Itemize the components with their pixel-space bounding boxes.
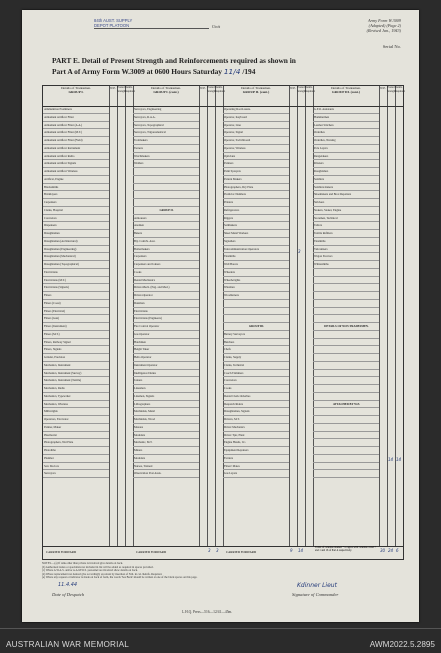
trade-row: Mechanics, Instrument (Survey): [43, 370, 109, 378]
trade-row: Printers: [223, 199, 289, 207]
trade-row: Dispensers: [43, 222, 109, 230]
archive-id: AWM2022.5.2895: [369, 640, 435, 649]
trade-row: Pole Layers: [313, 145, 379, 153]
trade-row: Mechanic, M.T.: [133, 439, 199, 447]
trade-row: Surveyors: [43, 470, 109, 478]
trade-row: Storemen, Technical: [313, 215, 379, 223]
trade-row: Mechanics, Typewriter: [43, 393, 109, 401]
trade-row: [313, 432, 379, 440]
trade-row: Opticians: [223, 153, 289, 161]
handwritten-entry: 14: [298, 548, 304, 553]
trade-row: [133, 184, 199, 192]
trade-row: Orderlies: [313, 129, 379, 137]
trade-row: Despatch Riders: [223, 401, 289, 409]
form-ref-line: (Revised Jan., 1943): [366, 28, 401, 33]
trade-row: Dustmen: [133, 300, 199, 308]
col3-rows: [223, 106, 289, 478]
trade-row: Miners: [133, 447, 199, 455]
trade-row: [223, 308, 289, 316]
trade-row: [313, 292, 379, 300]
trade-row: Surveyors, Trigonometrical: [133, 129, 199, 137]
trade-row: [313, 455, 379, 463]
trade-row: Orderlies, Nursing: [313, 137, 379, 145]
trade-row: Moulders: [133, 455, 199, 463]
trade-row: [313, 447, 379, 455]
col2-rows: [133, 106, 199, 478]
group-heading: GROUP III.: [223, 323, 289, 331]
commander-signature: Kdinner Lieut: [297, 582, 337, 589]
trade-row: Fitters, Signals: [43, 346, 109, 354]
unit-stamp: [94, 18, 214, 28]
trade-row: Turners: [133, 145, 199, 153]
trade-row: [313, 463, 379, 471]
trade-row: Machinists, Metal: [133, 408, 199, 416]
trade-row: Armament Artificer Signals: [43, 160, 109, 168]
trade-row: Farriers: [223, 455, 289, 463]
title-text: Part A of Army Form W.3009 at 0600 Hours Saturday: [52, 67, 222, 76]
trade-row: Linesmen: [133, 385, 199, 393]
trade-row: Armament Artificer Fitter (Field): [43, 137, 109, 145]
trade-row: Operator, Line: [223, 122, 289, 130]
form-sheet: [22, 10, 419, 622]
trade-row: Height Taker: [133, 346, 199, 354]
trade-row: Cooks: [223, 385, 289, 393]
note-line: (b) Authorised trades or specialists not included in list will be added as required in spaces provided.: [42, 565, 154, 569]
trade-row: Draughtsmen (Topographical): [43, 261, 109, 269]
trade-row: Armament Artificer Radio: [43, 153, 109, 161]
trade-row: Fire Control Operator: [133, 323, 199, 331]
trade-row: Boilermakers: [133, 246, 199, 254]
trade-row: Sailmakers: [223, 222, 289, 230]
trade-row: Riveters: [313, 160, 379, 168]
press-imprint: L.H.Q. Press—516—12/41—45m.: [182, 610, 233, 614]
trade-row: Tinsmiths: [223, 253, 289, 261]
trade-row: [313, 362, 379, 370]
trade-row: [313, 315, 379, 323]
trade-row: Riggers: [223, 215, 289, 223]
col-details-2: [133, 86, 200, 546]
trade-row: Rangetakers: [313, 153, 379, 161]
col-posted: Posted Strength.: [297, 86, 306, 546]
trade-row: [313, 470, 379, 478]
trade-row: Gas Layers: [223, 470, 289, 478]
unit-label: Unit: [212, 24, 221, 29]
trade-row: Mechanics, Instrument: [43, 362, 109, 370]
trade-row: [313, 308, 379, 316]
handwritten-entry: 30: [380, 548, 386, 553]
trade-row: Plumber: [43, 455, 109, 463]
trade-row: Drivers, M.T.: [223, 416, 289, 424]
despatch-date-value: 11.4.44: [58, 582, 78, 588]
trade-row: Roughriders: [313, 168, 379, 176]
trade-row: Concretors: [43, 215, 109, 223]
trade-row: Tailors: [313, 222, 379, 230]
trade-row: Watchmakers: [133, 153, 199, 161]
trade-row: Fitters, Railway Signal: [43, 339, 109, 347]
trade-row: Blacksmiths: [43, 184, 109, 192]
trade-row: Equipment Repairers: [223, 447, 289, 455]
trade-row: Toolmakers: [133, 137, 199, 145]
carried-label: CARRIED FORWARD: [226, 550, 257, 554]
trade-row: Hammermen: [313, 114, 379, 122]
trade-row: Welders: [133, 160, 199, 168]
trade-row: Coach Trimmers: [223, 370, 289, 378]
trade-row: Painters: [223, 160, 289, 168]
trade-row: Refrigerators: [223, 207, 289, 215]
trade-row: [133, 191, 199, 199]
unit-underline: [94, 28, 209, 29]
trade-row: Dental Clerk Orderlies: [223, 393, 289, 401]
trade-row: Electricians (Signals): [43, 284, 109, 292]
trade-row: Signallers: [223, 238, 289, 246]
serial-number-label: Serial No.: [382, 44, 401, 49]
trade-row: [223, 315, 289, 323]
trade-row: Electricians (M.T.): [43, 277, 109, 285]
trade-row: Operators, Excavator: [43, 416, 109, 424]
trade-row: Painter, Maker: [43, 424, 109, 432]
form-ref-line: Army Form W.3009: [368, 18, 401, 23]
trade-row: Woodturners: [223, 292, 289, 300]
trade-row: Driver-Mech. (Eng. and Med.): [133, 284, 199, 292]
trade-row: Surveyors, Engineering: [133, 106, 199, 114]
trade-row: Linemen, Signals: [133, 393, 199, 401]
form-ref-line: (Adapted) (Page 2): [368, 23, 401, 28]
totals-note: Totals of columns marked * to agree with columns 4 and 7 and 1 and 16 of Part A respectively.: [315, 546, 376, 552]
trade-row: Saddlers: [313, 176, 379, 184]
trade-row: Fitters (Electrical): [43, 308, 109, 316]
trade-row: Wagon Erectors: [313, 253, 379, 261]
trade-row: Moulders: [133, 432, 199, 440]
trade-row: [313, 377, 379, 385]
trade-row: Engine Hands, I.C.: [223, 439, 289, 447]
trade-row: Bakers: [133, 230, 199, 238]
trade-row: Armament Artificer Instrument: [43, 145, 109, 153]
trade-row: Carpenters: [133, 253, 199, 261]
trade-row: Nurses, Trained: [133, 463, 199, 471]
trade-row: Textile Refitters: [313, 230, 379, 238]
trade-row: Vulcanizers: [313, 246, 379, 254]
trade-row: [313, 339, 379, 347]
trade-row: Tinsmiths: [313, 238, 379, 246]
trade-row: Predictor Numbers: [223, 191, 289, 199]
col-reinfs: Reinfs. Required.: [395, 86, 403, 546]
trade-row: Draughtsmen: [43, 230, 109, 238]
col-header: Details of Tradesmen. GROUP II. (cont.): [223, 86, 289, 107]
col-posted: Posted Strength.: [207, 86, 216, 546]
trade-row: Observation Post Assts.: [133, 470, 199, 478]
trade-row: Mechanics, Instrument (Textile): [43, 377, 109, 385]
col-details-1: [43, 86, 110, 546]
trade-row: Fitters (Instrument): [43, 323, 109, 331]
trade-row: [313, 354, 379, 362]
trade-row: Armament Artificer Wireless: [43, 168, 109, 176]
trade-row: Driver Tptr, Plant: [223, 432, 289, 440]
col-we: W.E.: [199, 86, 208, 546]
col1-rows: [43, 106, 109, 478]
trade-row: Mechanics, Radio: [43, 385, 109, 393]
tradesmen-table: [42, 85, 404, 547]
group-heading: GROUP II.: [133, 207, 199, 215]
trade-row: [133, 176, 199, 184]
trade-row: Helio Operator: [133, 354, 199, 362]
trade-row: [313, 269, 379, 277]
trade-row: Leather Stitchers: [313, 122, 379, 130]
trade-row: Joiners: [133, 377, 199, 385]
trade-row: Saw Doctors: [43, 463, 109, 471]
col-reinfs: Reinfs. Required.: [305, 86, 314, 546]
trade-row: Electricians: [133, 308, 199, 316]
form-reference: [367, 18, 401, 33]
trade-row: Electricians (Engineers): [133, 315, 199, 323]
trade-row: G.P.O. Assistants: [313, 106, 379, 114]
trade-row: Fitters' Mates: [223, 463, 289, 471]
trade-row: Draughtsmen (Architectural): [43, 238, 109, 246]
handwritten-entry: 24: [388, 548, 394, 553]
col-header: Details of Tradesmen. GROUP III. (cont.): [313, 86, 379, 107]
carried-label: CARRIED FORWARD: [46, 550, 77, 554]
trade-row: Shoemakers and Boot Repairers: [313, 191, 379, 199]
trade-row: Instrument Operator: [133, 362, 199, 370]
trade-row: [313, 385, 379, 393]
trade-row: Stokers, Stoker, Engine: [313, 207, 379, 215]
carried-label: CARRIED FORWARD: [136, 550, 167, 554]
trade-row: Gas Operator: [133, 331, 199, 339]
handwritten-entry: 3: [208, 548, 211, 553]
trade-row: [313, 370, 379, 378]
col-posted: Posted Strength.: [117, 86, 126, 546]
trade-row: Operator, Switchboard: [223, 137, 289, 145]
trade-row: Wiremen: [223, 284, 289, 292]
trade-row: Saddlers makers: [313, 184, 379, 192]
trade-row: Fitters (Gun): [43, 315, 109, 323]
trade-row: Fitters (M.T.): [43, 331, 109, 339]
trade-row: [133, 168, 199, 176]
carried-forward-row: [42, 545, 404, 560]
trade-row: Masons: [133, 424, 199, 432]
trade-row: Wheelwrights: [223, 277, 289, 285]
archive-caption: AUSTRALIAN WAR MEMORIAL: [6, 640, 130, 649]
trade-row: [313, 393, 379, 401]
trade-row: Hatchmen: [133, 339, 199, 347]
trade-row: Carpenters and Joiners: [133, 261, 199, 269]
trade-row: Draughtsmen (Engineering): [43, 246, 109, 254]
trade-row: Fitters: [43, 292, 109, 300]
unit-line-2: DEPOT PLATOON: [94, 23, 130, 28]
trade-row: Wall Borers: [223, 261, 289, 269]
col-we: W.E.: [289, 86, 298, 546]
trade-row: Bty. Comd's. Asst.: [133, 238, 199, 246]
trade-row: Whitesmiths: [313, 261, 379, 269]
trade-row: Sheet Metal Workers: [223, 230, 289, 238]
trade-row: Mechanics, Wireless: [43, 401, 109, 409]
trade-row: Chefs: [223, 346, 289, 354]
trade-row: Photolitho: [43, 447, 109, 455]
trade-row: Clerks, Hospital: [43, 207, 109, 215]
trade-row: Fitters (Coast): [43, 300, 109, 308]
trade-row: Operator, Wireless: [223, 145, 289, 153]
trade-row: [313, 346, 379, 354]
trade-row: [313, 408, 379, 416]
trade-row: Clerks, Technical: [223, 362, 289, 370]
form-notes: [42, 562, 402, 580]
trade-row: Draughtsmen, Signals: [223, 408, 289, 416]
group-heading: DETAILS OF NON-TRADESMEN.: [313, 323, 379, 331]
handwritten-entry: 3: [298, 249, 301, 254]
trade-row: Armament Artificer Fitter: [43, 114, 109, 122]
group-heading: ATTACHED BY W.E.: [313, 401, 379, 409]
trade-row: Lithographers: [133, 401, 199, 409]
handwritten-entry: 14: [388, 457, 394, 462]
trade-row: Wheelers: [223, 269, 289, 277]
handwritten-entry: 3: [216, 548, 219, 553]
handwritten-entry: 6: [396, 548, 399, 553]
trade-row: [223, 300, 289, 308]
trade-row: Axemen: [133, 222, 199, 230]
col-reinfs: Reinfs. Required.: [215, 86, 224, 546]
trade-row: Butchers: [223, 339, 289, 347]
trade-row: Draughtsmen (Mechanical): [43, 253, 109, 261]
trade-row: Millwrights: [43, 408, 109, 416]
note-line: (c) Where A.W.A.S. and/or A.A.M.W.S. personnel are involved show details on back.: [42, 569, 138, 572]
trade-row: [313, 284, 379, 292]
trade-row: Surveyors, R.A.A.: [133, 114, 199, 122]
trade-row: [313, 331, 379, 339]
trade-row: Pharmacist: [43, 432, 109, 440]
col-we: W.E.: [109, 86, 118, 546]
trade-row: Cooks: [133, 269, 199, 277]
trade-row: Carpenters: [43, 199, 109, 207]
part-e-title: PART E. Detail of Present Strength and Reinforcements required as shown in: [52, 56, 296, 65]
trade-row: Intelligence Duties: [133, 370, 199, 378]
trade-row: [313, 424, 379, 432]
trade-row: [313, 300, 379, 308]
col-posted: Posted Strength.: [387, 86, 396, 546]
trade-row: Dental Mechanics: [133, 277, 199, 285]
trade-row: Ammunition Examiners: [43, 106, 109, 114]
trade-row: Surveyors, Topographical: [133, 122, 199, 130]
col-reinfs: Reinfs. Required.: [125, 86, 134, 546]
trade-row: Armourers: [133, 215, 199, 223]
trade-row: Photographers, Dry Plate: [223, 184, 289, 192]
trade-row: Grinder, Precision: [43, 354, 109, 362]
despatch-date-label: Date of Despatch: [52, 592, 85, 597]
trade-row: Bricklayers: [43, 191, 109, 199]
trade-row: Operator, Signal: [223, 129, 289, 137]
trade-row: Armament Artificer Fitter (M.T.): [43, 129, 109, 137]
trade-row: Artificer, Engine: [43, 176, 109, 184]
col-we: W.E.: [379, 86, 388, 546]
unit-line-1: 84th AUST. SUPPLY: [94, 18, 133, 23]
trade-row: [133, 199, 199, 207]
note-line: (d) Where replacement not desired give accordingly on return by insertion of N.R. in col. Reinfs. Required.: [42, 572, 163, 576]
col-details-4: [313, 86, 380, 546]
trade-row: Operating Room Assts.: [223, 106, 289, 114]
trade-row: Driver Mechanics: [223, 424, 289, 432]
col4-rows: [313, 106, 379, 478]
title-year: /194: [242, 67, 256, 76]
trade-row: Driver-Operator: [133, 292, 199, 300]
trade-row: Operator, Keyboard: [223, 114, 289, 122]
trade-row: [313, 277, 379, 285]
col-header: Details of Tradesmen. GROUP I.: [43, 86, 109, 107]
trade-row: Clerks, Supply: [223, 354, 289, 362]
trade-row: Machinists, Wood: [133, 416, 199, 424]
trade-row: Electricians: [43, 269, 109, 277]
handwritten-date: 11/4: [223, 67, 241, 76]
trade-row: [313, 416, 379, 424]
trade-row: Armament Artificer Fitter (A.A.): [43, 122, 109, 130]
handwritten-entry: 9: [290, 548, 293, 553]
col-header: Details of Tradesmen. GROUP I. (cont.): [133, 86, 199, 107]
note-line: NOTES.—(a) If rank other than private is involved give details on back.: [42, 562, 124, 565]
trade-row: Telecommunication Operators: [223, 246, 289, 254]
col-details-3: [223, 86, 290, 546]
trade-row: Paint Sprayers: [223, 168, 289, 176]
handwritten-entry: 14: [396, 457, 402, 462]
trade-row: Strickers: [313, 199, 379, 207]
part-e-title-line2: [52, 67, 255, 76]
trade-row: [313, 439, 379, 447]
note-line: (e) Where any request or indicator is made on back of form, the words 'See Back' should be written at one of the black spaces on this page.: [42, 576, 198, 579]
signature-label: Signature of Commander: [292, 592, 339, 597]
trade-row: Photographers, Wet Plate: [43, 439, 109, 447]
caption-divider: [0, 628, 441, 629]
trade-row: Battery Surveyors: [223, 331, 289, 339]
trade-row: Pattern Makers: [223, 176, 289, 184]
trade-row: Concretors: [223, 377, 289, 385]
